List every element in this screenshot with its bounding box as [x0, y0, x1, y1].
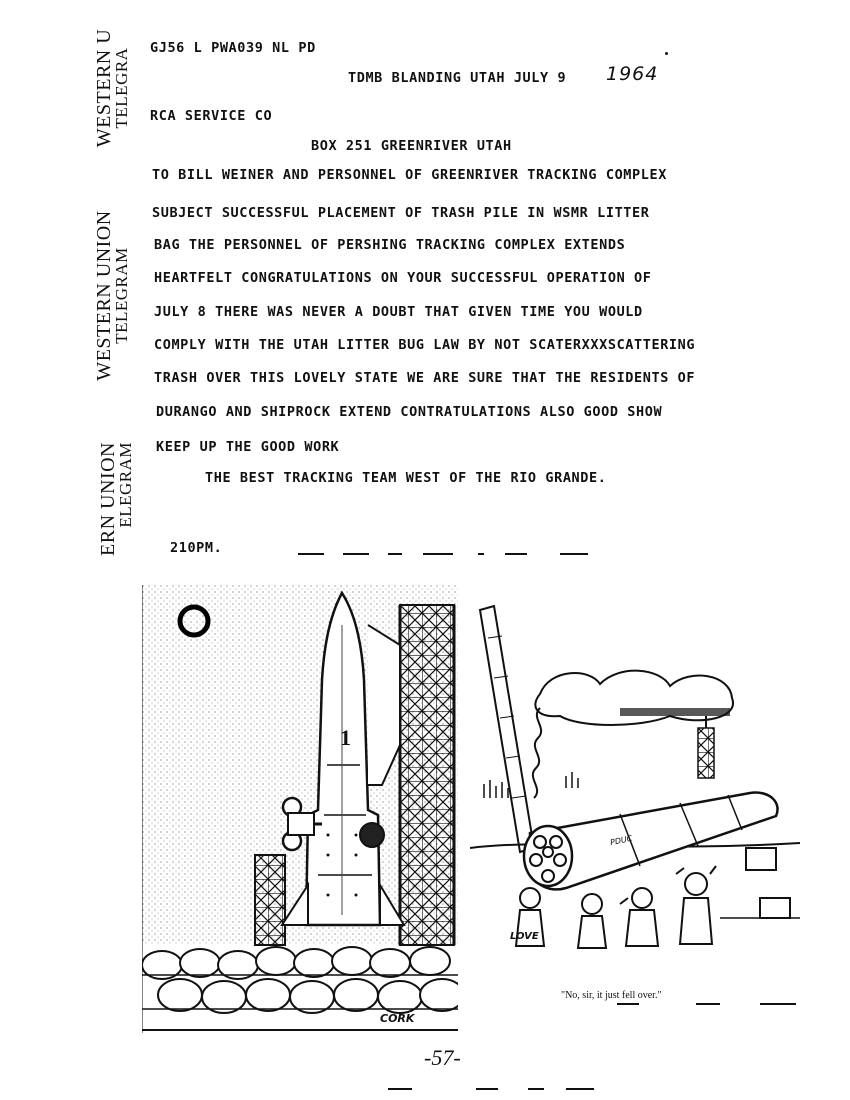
telegram-line: JULY 8 THERE WAS NEVER A DOUBT THAT GIVEN TIME YOU WOULD	[154, 304, 643, 320]
form-dash	[478, 553, 484, 555]
fallen-missile-illustration	[470, 598, 800, 958]
form-dash	[298, 553, 324, 555]
form-dash	[566, 1088, 594, 1090]
telegram-dateline: TDMB BLANDING UTAH JULY 9	[348, 70, 567, 86]
rocket-marking: 1	[340, 725, 351, 750]
telegram-signature: THE BEST TRACKING TEAM WEST OF THE RIO GRANDE.	[205, 470, 607, 486]
telegram-line: KEEP UP THE GOOD WORK	[156, 439, 340, 455]
telegram-time: 210PM.	[170, 540, 223, 556]
stamp-line2: ELEGRAM	[116, 442, 135, 528]
form-dash	[696, 1003, 720, 1005]
form-dash	[617, 1003, 639, 1005]
telegram-line: COMPLY WITH THE UTAH LITTER BUG LAW BY NOT SCATERXXXSCATTERING	[154, 337, 696, 353]
form-dash	[505, 553, 527, 555]
telegram-line: HEARTFELT CONGRATULATIONS ON YOUR SUCCESSFUL OPERATION OF	[154, 270, 652, 286]
form-dash	[388, 1088, 412, 1090]
stamp-line1: ERN UNION	[97, 442, 119, 556]
telegram-addressee: RCA SERVICE CO	[150, 108, 273, 124]
stamp-line2: TELEGRAM	[112, 247, 131, 344]
form-dash	[343, 553, 369, 555]
form-dash	[388, 553, 402, 555]
artist-signature-cork: CORK	[380, 1012, 415, 1025]
stamp-line2: TELEGRA	[112, 47, 131, 129]
rocket-cartoon-illustration	[142, 585, 458, 1033]
telegram-line: TRASH OVER THIS LOVELY STATE WE ARE SURE THAT THE RESIDENTS OF	[154, 370, 696, 386]
cartoon-fallen-missile	[470, 598, 800, 958]
form-dash	[423, 553, 453, 555]
page-number: -57-	[424, 1045, 461, 1070]
stamp-line1: WESTERN UNION	[93, 210, 115, 381]
telegram-line: DURANGO AND SHIPROCK EXTEND CONTRATULATIONS ALSO GOOD SHOW	[156, 404, 663, 420]
telegram-line: SUBJECT SUCCESSFUL PLACEMENT OF TRASH PILE IN WSMR LITTER	[152, 205, 650, 221]
form-dash	[760, 1003, 796, 1005]
missile-fuselage-text: PDUC	[609, 833, 634, 848]
form-dash	[476, 1088, 498, 1090]
cartoon-caption: "No, sir, it just fell over."	[561, 990, 662, 1001]
telegram-line: BAG THE PERSONNEL OF PERSHING TRACKING COMPLEX EXTENDS	[154, 237, 626, 253]
telegram-header-code: GJ56 L PWA039 NL PD	[150, 40, 316, 56]
form-dash	[560, 553, 588, 555]
form-dash	[528, 1088, 544, 1090]
telegram-line: TO BILL WEINER AND PERSONNEL OF GREENRIVER TRACKING COMPLEX	[152, 167, 667, 183]
ink-dot	[665, 52, 668, 55]
telegram-address: BOX 251 GREENRIVER UTAH	[311, 138, 512, 154]
cartoon-rocket-windup	[142, 585, 458, 1033]
handwritten-year: 1964	[606, 63, 659, 85]
artist-signature-love: LOVE	[510, 931, 539, 942]
stamp-line1: WESTERN U	[93, 28, 115, 148]
